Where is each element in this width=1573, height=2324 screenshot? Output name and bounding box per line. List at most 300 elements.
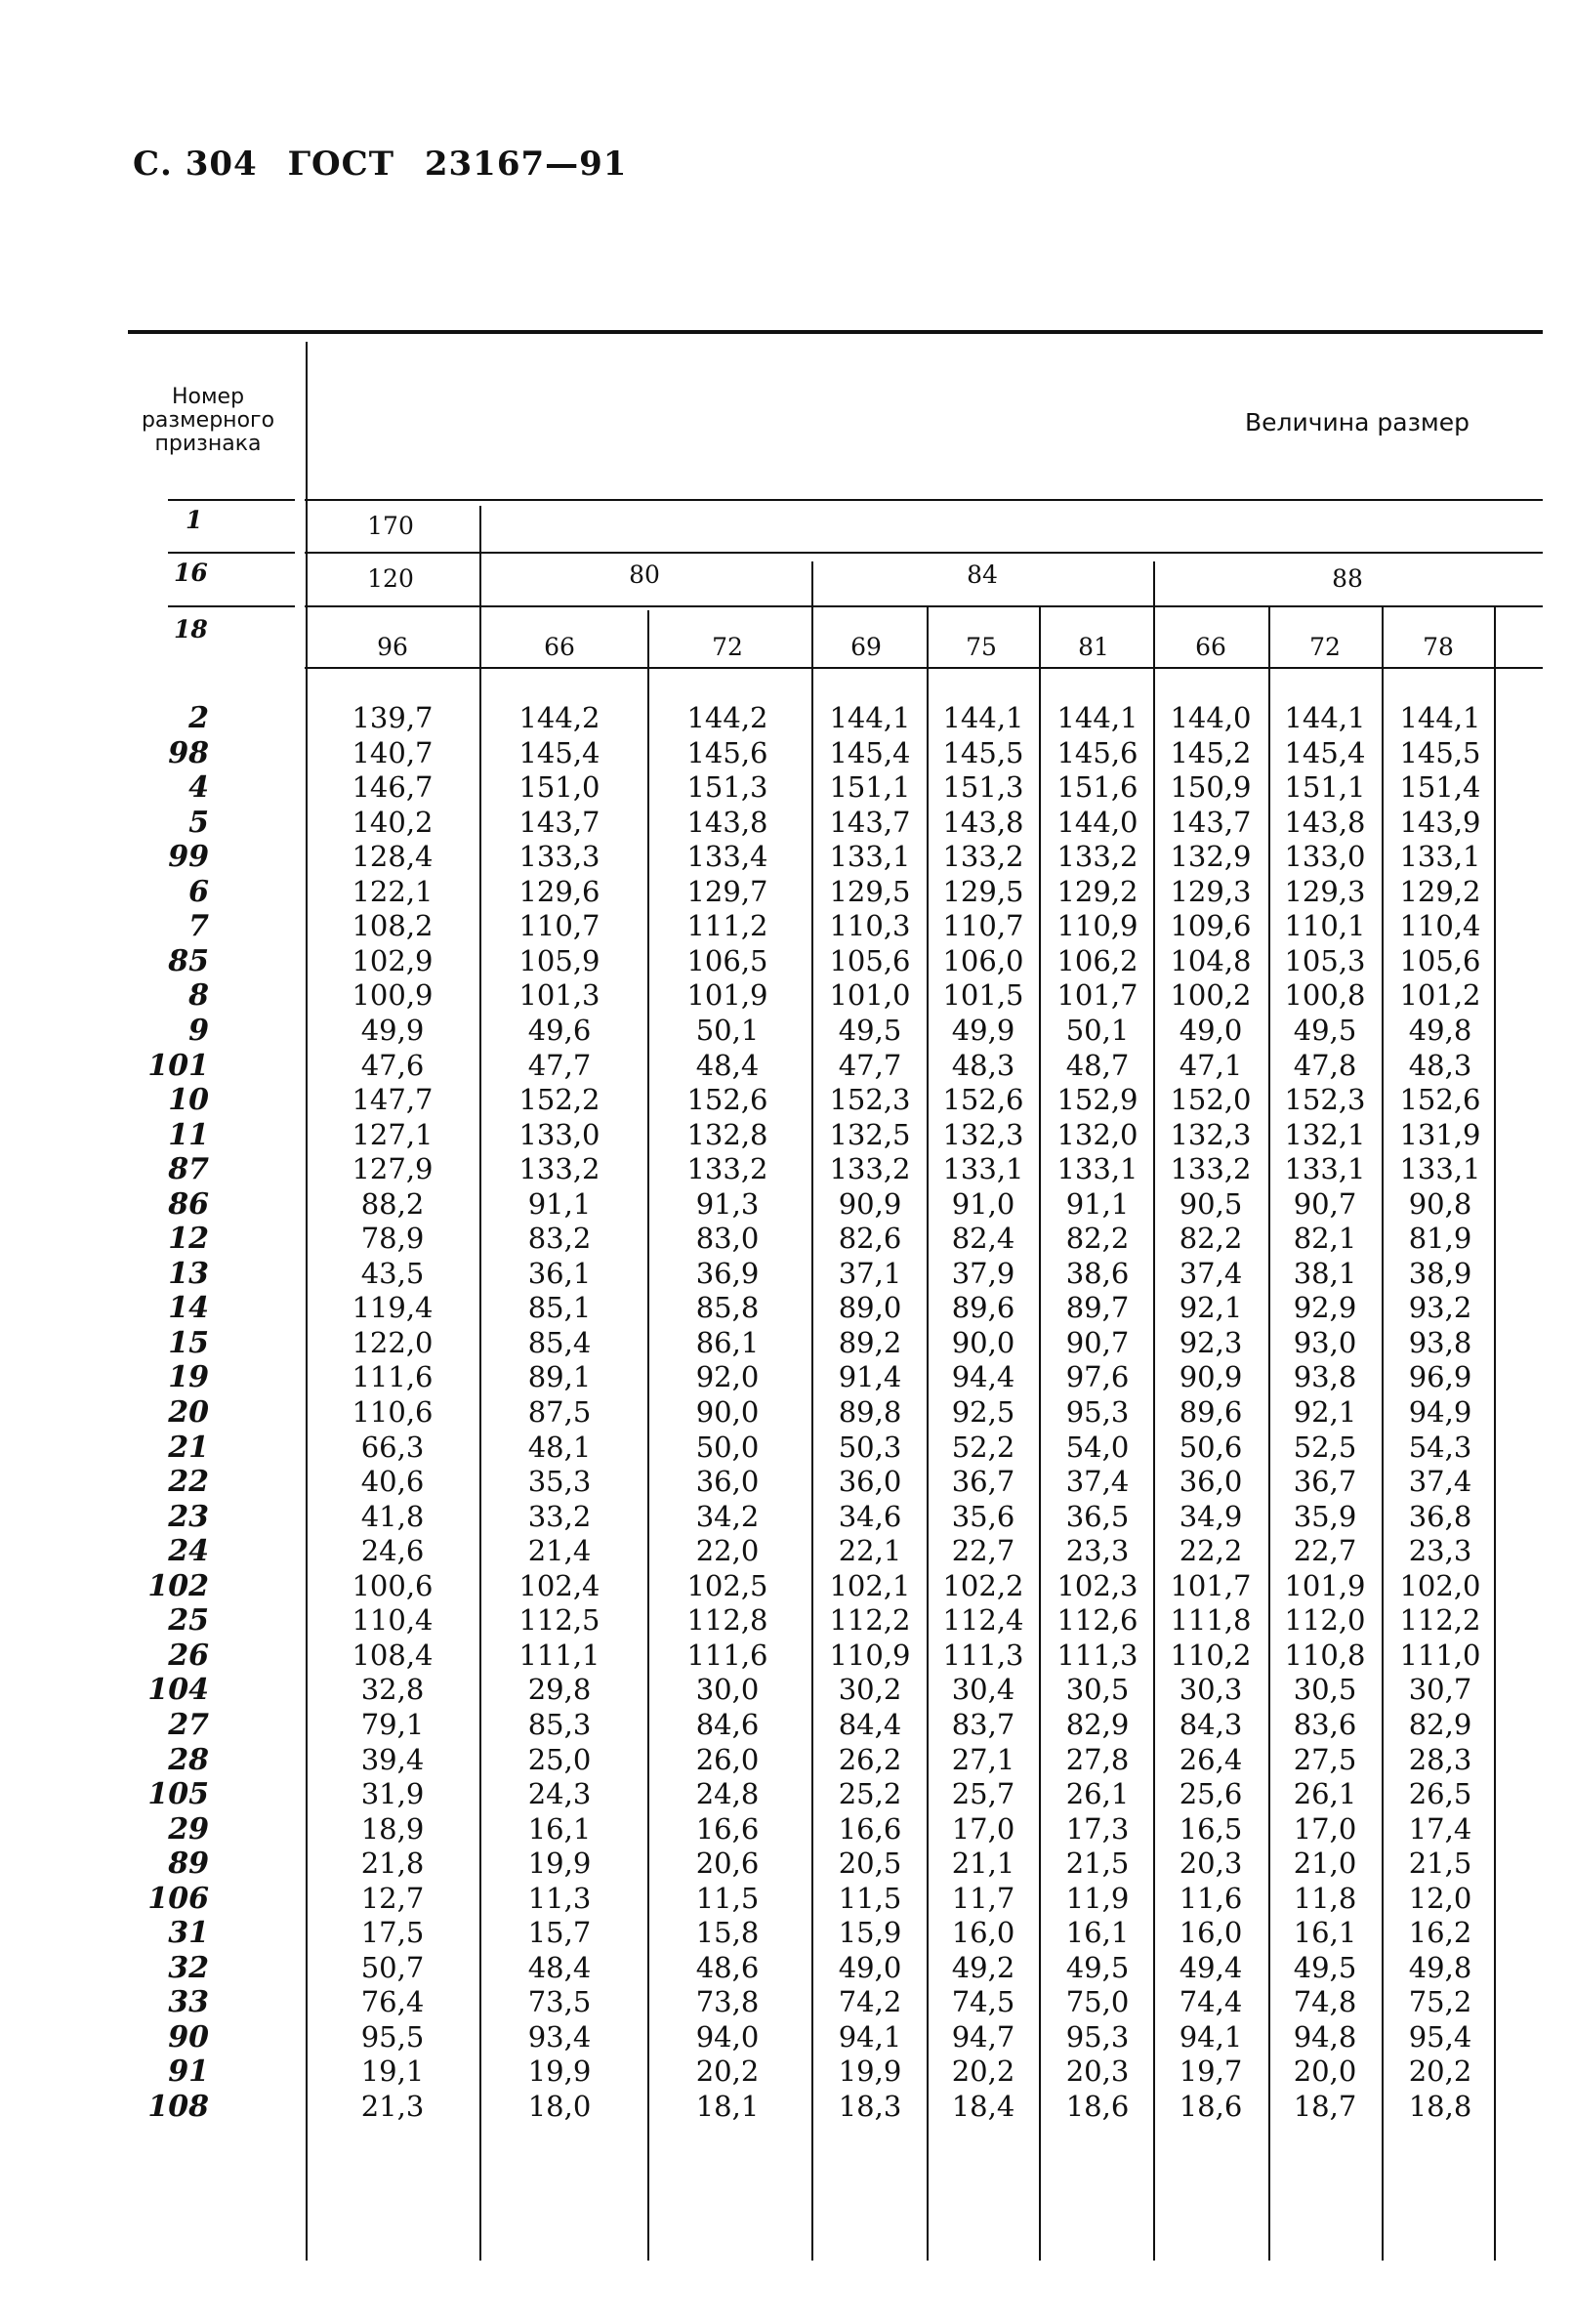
- table-cell: 15,7: [527, 1916, 592, 1949]
- table-cell: 93,4: [527, 2020, 592, 2054]
- table-cell: 151,1: [1284, 770, 1366, 804]
- table-cell: 128,4: [352, 840, 434, 873]
- table-cell: 50,7: [360, 1951, 425, 1984]
- table-cell: 93,2: [1408, 1291, 1472, 1324]
- table-cell: 19,9: [838, 2054, 902, 2088]
- row-sign-number: 19: [168, 1360, 209, 1394]
- table-cell: 39,4: [360, 1743, 425, 1776]
- row-sign-number: 25: [168, 1603, 209, 1638]
- table-cell: 47,1: [1179, 1049, 1243, 1082]
- table-cell: 92,0: [695, 1360, 760, 1393]
- table-cell: 25,7: [951, 1777, 1015, 1810]
- table-cell: 31,9: [360, 1777, 425, 1810]
- table-cell: 106,2: [1056, 944, 1138, 977]
- table-cell: 112,2: [829, 1603, 911, 1637]
- table-cell: 144,2: [518, 701, 600, 734]
- table-cell: 111,6: [352, 1360, 434, 1393]
- table-cell: 83,7: [951, 1708, 1015, 1741]
- table-cell: 36,0: [1179, 1465, 1243, 1498]
- table-cell: 27,1: [951, 1743, 1015, 1776]
- table-cell: 20,2: [1408, 2054, 1472, 2088]
- table-cell: 91,0: [951, 1187, 1015, 1221]
- table-cell: 85,1: [527, 1291, 592, 1324]
- table-cell: 23,3: [1408, 1534, 1472, 1567]
- table-cell: 111,0: [1399, 1639, 1481, 1672]
- table-cell: 82,2: [1065, 1222, 1130, 1255]
- sign-label-18: 18: [174, 615, 208, 643]
- table-cell: 18,4: [951, 2090, 1015, 2123]
- table-cell: 49,8: [1408, 1951, 1472, 1984]
- table-cell: 48,6: [695, 1951, 760, 1984]
- table-cell: 140,2: [352, 806, 434, 839]
- table-cell: 140,7: [352, 736, 434, 769]
- table-cell: 133,4: [686, 840, 768, 873]
- table-cell: 91,1: [1065, 1187, 1130, 1221]
- table-cell: 94,8: [1293, 2020, 1357, 2054]
- table-cell: 133,2: [942, 840, 1024, 873]
- table-cell: 145,6: [1056, 736, 1138, 769]
- table-cell: 83,2: [527, 1222, 592, 1255]
- table-cell: 100,6: [352, 1569, 434, 1602]
- header-rule-3: [305, 605, 1543, 607]
- table-cell: 110,9: [829, 1639, 911, 1672]
- table-cell: 22,2: [1179, 1534, 1243, 1567]
- row-sign-number: 86: [168, 1187, 209, 1222]
- table-cell: 129,3: [1170, 875, 1252, 908]
- table-cell: 16,1: [1293, 1916, 1357, 1949]
- table-cell: 22,1: [838, 1534, 902, 1567]
- sign-label-1: 1: [186, 506, 203, 534]
- table-cell: 129,5: [942, 875, 1024, 908]
- h18-value: 69: [850, 633, 882, 661]
- table-cell: 145,4: [518, 736, 600, 769]
- table-cell: 151,6: [1056, 770, 1138, 804]
- table-cell: 152,6: [686, 1083, 768, 1116]
- table-cell: 132,1: [1284, 1118, 1366, 1151]
- table-cell: 89,2: [838, 1326, 902, 1359]
- table-cell: 26,5: [1408, 1777, 1472, 1810]
- table-cell: 74,4: [1179, 1985, 1243, 2018]
- table-cell: 18,9: [360, 1812, 425, 1846]
- table-cell: 73,8: [695, 1985, 760, 2018]
- table-cell: 49,6: [527, 1014, 592, 1047]
- table-cell: 111,2: [686, 909, 768, 942]
- table-cell: 146,7: [352, 770, 434, 804]
- table-cell: 54,0: [1065, 1431, 1130, 1464]
- table-cell: 49,5: [838, 1014, 902, 1047]
- table-cell: 129,7: [686, 875, 768, 908]
- table-cell: 133,1: [942, 1152, 1024, 1185]
- table-cell: 108,2: [352, 909, 434, 942]
- table-cell: 152,6: [942, 1083, 1024, 1116]
- table-cell: 19,9: [527, 2054, 592, 2088]
- table-cell: 132,9: [1170, 840, 1252, 873]
- table-cell: 73,5: [527, 1985, 592, 2018]
- table-cell: 18,8: [1408, 2090, 1472, 2123]
- table-cell: 89,8: [838, 1395, 902, 1429]
- table-cell: 17,0: [951, 1812, 1015, 1846]
- row-sign-number: 11: [168, 1118, 209, 1152]
- h18-value: 78: [1423, 633, 1454, 661]
- table-cell: 37,4: [1065, 1465, 1130, 1498]
- table-cell: 20,3: [1179, 1847, 1243, 1880]
- table-cell: 144,0: [1170, 701, 1252, 734]
- table-cell: 133,0: [518, 1118, 600, 1151]
- table-cell: 21,5: [1065, 1847, 1130, 1880]
- table-cell: 84,3: [1179, 1708, 1243, 1741]
- table-cell: 16,1: [527, 1812, 592, 1846]
- table-cell: 35,3: [527, 1465, 592, 1498]
- row-sign-number: 29: [168, 1812, 209, 1847]
- table-cell: 92,5: [951, 1395, 1015, 1429]
- table-cell: 26,4: [1179, 1743, 1243, 1776]
- table-cell: 95,3: [1065, 1395, 1130, 1429]
- standard-number: 23167—91: [424, 145, 628, 184]
- table-cell: 152,6: [1399, 1083, 1481, 1116]
- table-cell: 152,3: [829, 1083, 911, 1116]
- table-cell: 152,0: [1170, 1083, 1252, 1116]
- table-cell: 26,2: [838, 1743, 902, 1776]
- table-cell: 111,3: [942, 1639, 1024, 1672]
- table-cell: 143,8: [686, 806, 768, 839]
- table-cell: 151,1: [829, 770, 911, 804]
- table-cell: 11,5: [695, 1882, 760, 1915]
- table-cell: 20,6: [695, 1847, 760, 1880]
- header-rule-3-left: [168, 605, 295, 607]
- row-sign-number: 27: [168, 1708, 209, 1742]
- table-cell: 41,8: [360, 1500, 425, 1533]
- table-cell: 11,8: [1293, 1882, 1357, 1915]
- table-cell: 92,1: [1293, 1395, 1357, 1429]
- table-cell: 11,3: [527, 1882, 592, 1915]
- table-cell: 26,0: [695, 1743, 760, 1776]
- table-cell: 21,3: [360, 2090, 425, 2123]
- table-cell: 145,2: [1170, 736, 1252, 769]
- table-cell: 133,1: [1056, 1152, 1138, 1185]
- table-cell: 24,8: [695, 1777, 760, 1810]
- table-cell: 110,2: [1170, 1639, 1252, 1672]
- table-cell: 110,6: [352, 1395, 434, 1429]
- table-cell: 133,2: [1056, 840, 1138, 873]
- table-cell: 144,1: [829, 701, 911, 734]
- table-cell: 20,5: [838, 1847, 902, 1880]
- table-cell: 145,4: [1284, 736, 1366, 769]
- row-sign-number: 2: [188, 701, 209, 735]
- table-cell: 25,0: [527, 1743, 592, 1776]
- row-sign-number: 4: [188, 770, 209, 805]
- table-cell: 24,6: [360, 1534, 425, 1567]
- table-cell: 129,5: [829, 875, 911, 908]
- table-cell: 50,6: [1179, 1431, 1243, 1464]
- table-cell: 82,1: [1293, 1222, 1357, 1255]
- table-cell: 105,6: [1399, 944, 1481, 977]
- table-cell: 18,7: [1293, 2090, 1357, 2123]
- table-cell: 25,6: [1179, 1777, 1243, 1810]
- table-cell: 36,8: [1408, 1500, 1472, 1533]
- table-cell: 76,4: [360, 1985, 425, 2018]
- table-cell: 47,7: [527, 1049, 592, 1082]
- row-sign-number: 87: [168, 1152, 209, 1186]
- table-cell: 89,7: [1065, 1291, 1130, 1324]
- table-cell: 15,8: [695, 1916, 760, 1949]
- table-cell: 144,0: [1056, 806, 1138, 839]
- table-cell: 81,9: [1408, 1222, 1472, 1255]
- col-divider-9: [1494, 607, 1496, 2261]
- table-cell: 36,7: [951, 1465, 1015, 1498]
- table-cell: 101,9: [1284, 1569, 1366, 1602]
- table-cell: 30,5: [1293, 1673, 1357, 1706]
- row-sign-number: 99: [168, 840, 209, 874]
- table-cell: 101,7: [1056, 978, 1138, 1012]
- table-cell: 34,2: [695, 1500, 760, 1533]
- table-cell: 48,1: [527, 1431, 592, 1464]
- table-cell: 19,1: [360, 2054, 425, 2088]
- table-cell: 25,2: [838, 1777, 902, 1810]
- table-cell: 34,9: [1179, 1500, 1243, 1533]
- table-cell: 49,0: [1179, 1014, 1243, 1047]
- table-cell: 112,4: [942, 1603, 1024, 1637]
- table-cell: 22,7: [1293, 1534, 1357, 1567]
- table-cell: 86,1: [695, 1326, 760, 1359]
- h18-value: 66: [544, 633, 575, 661]
- row-sign-number: 98: [168, 736, 209, 770]
- table-cell: 94,9: [1408, 1395, 1472, 1429]
- table-cell: 109,6: [1170, 909, 1252, 942]
- table-cell: 150,9: [1170, 770, 1252, 804]
- row-sign-number: 106: [147, 1882, 209, 1916]
- table-cell: 16,1: [1065, 1916, 1130, 1949]
- table-cell: 110,9: [1056, 909, 1138, 942]
- table-cell: 133,1: [1399, 1152, 1481, 1185]
- col-divider-2: [647, 610, 649, 2261]
- table-cell: 133,1: [1399, 840, 1481, 873]
- table-cell: 101,3: [518, 978, 600, 1012]
- table-cell: 37,4: [1179, 1257, 1243, 1290]
- table-cell: 102,1: [829, 1569, 911, 1602]
- table-cell: 22,0: [695, 1534, 760, 1567]
- table-cell: 105,9: [518, 944, 600, 977]
- table-cell: 48,4: [695, 1049, 760, 1082]
- row-sign-number: 26: [168, 1639, 209, 1673]
- table-cell: 133,1: [829, 840, 911, 873]
- table-cell: 102,2: [942, 1569, 1024, 1602]
- page-number: С. 304: [133, 145, 258, 184]
- table-cell: 108,4: [352, 1639, 434, 1672]
- table-cell: 37,9: [951, 1257, 1015, 1290]
- table-cell: 36,9: [695, 1257, 760, 1290]
- h18-value: 72: [1309, 633, 1341, 661]
- row-sign-number: 28: [168, 1743, 209, 1777]
- table-cell: 47,8: [1293, 1049, 1357, 1082]
- table-cell: 104,8: [1170, 944, 1252, 977]
- row-sign-number: 12: [168, 1222, 209, 1256]
- table-cell: 131,9: [1399, 1118, 1481, 1151]
- row-sign-number: 89: [168, 1847, 209, 1881]
- h18-value: 96: [377, 633, 408, 661]
- table-cell: 16,6: [695, 1812, 760, 1846]
- table-cell: 110,3: [829, 909, 911, 942]
- table-cell: 83,0: [695, 1222, 760, 1255]
- table-cell: 19,9: [527, 1847, 592, 1880]
- table-cell: 82,9: [1065, 1708, 1130, 1741]
- table-cell: 16,6: [838, 1812, 902, 1846]
- table-cell: 50,1: [1065, 1014, 1130, 1047]
- table-cell: 48,4: [527, 1951, 592, 1984]
- table-cell: 79,1: [360, 1708, 425, 1741]
- table-cell: 90,7: [1065, 1326, 1130, 1359]
- table-cell: 48,3: [951, 1049, 1015, 1082]
- table-cell: 111,3: [1056, 1639, 1138, 1672]
- table-cell: 74,8: [1293, 1985, 1357, 2018]
- table-cell: 133,2: [686, 1152, 768, 1185]
- table-cell: 122,1: [352, 875, 434, 908]
- table-cell: 22,7: [951, 1534, 1015, 1567]
- table-cell: 33,2: [527, 1500, 592, 1533]
- table-cell: 91,3: [695, 1187, 760, 1221]
- table-cell: 106,0: [942, 944, 1024, 977]
- table-cell: 49,8: [1408, 1014, 1472, 1047]
- row-sign-number: 90: [168, 2020, 209, 2054]
- table-cell: 132,8: [686, 1118, 768, 1151]
- table-cell: 16,0: [951, 1916, 1015, 1949]
- table-cell: 132,3: [942, 1118, 1024, 1151]
- table-cell: 105,3: [1284, 944, 1366, 977]
- table-cell: 90,8: [1408, 1187, 1472, 1221]
- row-sign-number: 85: [168, 944, 209, 978]
- table-cell: 18,6: [1065, 2090, 1130, 2123]
- table-cell: 17,3: [1065, 1812, 1130, 1846]
- table-cell: 90,9: [1179, 1360, 1243, 1393]
- table-cell: 96,9: [1408, 1360, 1472, 1393]
- row-sign-number: 23: [168, 1500, 209, 1534]
- row-sign-number: 7: [188, 909, 209, 943]
- table-cell: 143,7: [829, 806, 911, 839]
- table-cell: 102,5: [686, 1569, 768, 1602]
- table-cell: 102,9: [352, 944, 434, 977]
- table-cell: 143,7: [1170, 806, 1252, 839]
- table-cell: 110,4: [352, 1603, 434, 1637]
- table-cell: 11,7: [951, 1882, 1015, 1915]
- table-cell: 16,2: [1408, 1916, 1472, 1949]
- table-cell: 29,8: [527, 1673, 592, 1706]
- table-cell: 89,0: [838, 1291, 902, 1324]
- table-cell: 27,5: [1293, 1743, 1357, 1776]
- table-cell: 38,6: [1065, 1257, 1130, 1290]
- table-cell: 17,4: [1408, 1812, 1472, 1846]
- table-cell: 112,2: [1399, 1603, 1481, 1637]
- table-cell: 28,3: [1408, 1743, 1472, 1776]
- table-cell: 48,7: [1065, 1049, 1130, 1082]
- table-cell: 84,4: [838, 1708, 902, 1741]
- table-cell: 38,9: [1408, 1257, 1472, 1290]
- table-cell: 47,7: [838, 1049, 902, 1082]
- table-cell: 152,3: [1284, 1083, 1366, 1116]
- table-cell: 93,8: [1293, 1360, 1357, 1393]
- table-cell: 18,6: [1179, 2090, 1243, 2123]
- col-divider-4: [927, 607, 929, 2261]
- table-cell: 15,9: [838, 1916, 902, 1949]
- table-cell: 30,7: [1408, 1673, 1472, 1706]
- table-cell: 152,2: [518, 1083, 600, 1116]
- table-cell: 21,8: [360, 1847, 425, 1880]
- table-cell: 82,9: [1408, 1708, 1472, 1741]
- table-cell: 49,5: [1293, 1014, 1357, 1047]
- table-cell: 143,9: [1399, 806, 1481, 839]
- col-divider-6: [1153, 561, 1155, 2261]
- table-cell: 35,6: [951, 1500, 1015, 1533]
- table-cell: 20,2: [695, 2054, 760, 2088]
- table-cell: 133,2: [1170, 1152, 1252, 1185]
- table-cell: 75,2: [1408, 1985, 1472, 2018]
- table-cell: 21,0: [1293, 1847, 1357, 1880]
- table-cell: 129,2: [1399, 875, 1481, 908]
- table-cell: 30,2: [838, 1673, 902, 1706]
- table-cell: 102,4: [518, 1569, 600, 1602]
- table-cell: 89,6: [1179, 1395, 1243, 1429]
- table-cell: 95,3: [1065, 2020, 1130, 2054]
- table-cell: 93,8: [1408, 1326, 1472, 1359]
- table-cell: 151,3: [942, 770, 1024, 804]
- table-cell: 19,7: [1179, 2054, 1243, 2088]
- table-cell: 111,1: [518, 1639, 600, 1672]
- table-cell: 36,7: [1293, 1465, 1357, 1498]
- table-cell: 43,5: [360, 1257, 425, 1290]
- table-cell: 143,8: [942, 806, 1024, 839]
- row-sign-number: 104: [147, 1673, 209, 1707]
- table-cell: 112,0: [1284, 1603, 1366, 1637]
- h18-value: 72: [712, 633, 743, 661]
- table-cell: 49,5: [1293, 1951, 1357, 1984]
- table-cell: 127,9: [352, 1152, 434, 1185]
- table-cell: 49,5: [1065, 1951, 1130, 1984]
- table-cell: 100,8: [1284, 978, 1366, 1012]
- table-cell: 102,3: [1056, 1569, 1138, 1602]
- table-cell: 110,7: [518, 909, 600, 942]
- row-sign-number: 13: [168, 1257, 209, 1291]
- row-sign-number: 31: [168, 1916, 209, 1950]
- row-header-line: Номер: [171, 385, 245, 409]
- row-sign-number: 15: [168, 1326, 209, 1360]
- table-cell: 16,5: [1179, 1812, 1243, 1846]
- table-cell: 110,1: [1284, 909, 1366, 942]
- table-cell: 133,0: [1284, 840, 1366, 873]
- table-cell: 48,3: [1408, 1049, 1472, 1082]
- table-cell: 30,0: [695, 1673, 760, 1706]
- table-cell: 24,3: [527, 1777, 592, 1810]
- table-cell: 30,4: [951, 1673, 1015, 1706]
- header-rule-2-left: [168, 552, 295, 554]
- table-cell: 20,0: [1293, 2054, 1357, 2088]
- table-cell: 11,9: [1065, 1882, 1130, 1915]
- table-cell: 133,1: [1284, 1152, 1366, 1185]
- table-cell: 20,3: [1065, 2054, 1130, 2088]
- table-cell: 87,5: [527, 1395, 592, 1429]
- table-cell: 49,9: [951, 1014, 1015, 1047]
- h16-value: 120: [367, 564, 414, 593]
- table-cell: 111,6: [686, 1639, 768, 1672]
- row-sign-number: 8: [188, 978, 209, 1013]
- table-cell: 12,0: [1408, 1882, 1472, 1915]
- table-cell: 18,1: [695, 2090, 760, 2123]
- table-cell: 26,1: [1065, 1777, 1130, 1810]
- table-cell: 112,8: [686, 1603, 768, 1637]
- table-cell: 37,4: [1408, 1465, 1472, 1498]
- table-cell: 26,1: [1293, 1777, 1357, 1810]
- table-cell: 129,2: [1056, 875, 1138, 908]
- table-cell: 84,6: [695, 1708, 760, 1741]
- table-cell: 16,0: [1179, 1916, 1243, 1949]
- table-cell: 82,4: [951, 1222, 1015, 1255]
